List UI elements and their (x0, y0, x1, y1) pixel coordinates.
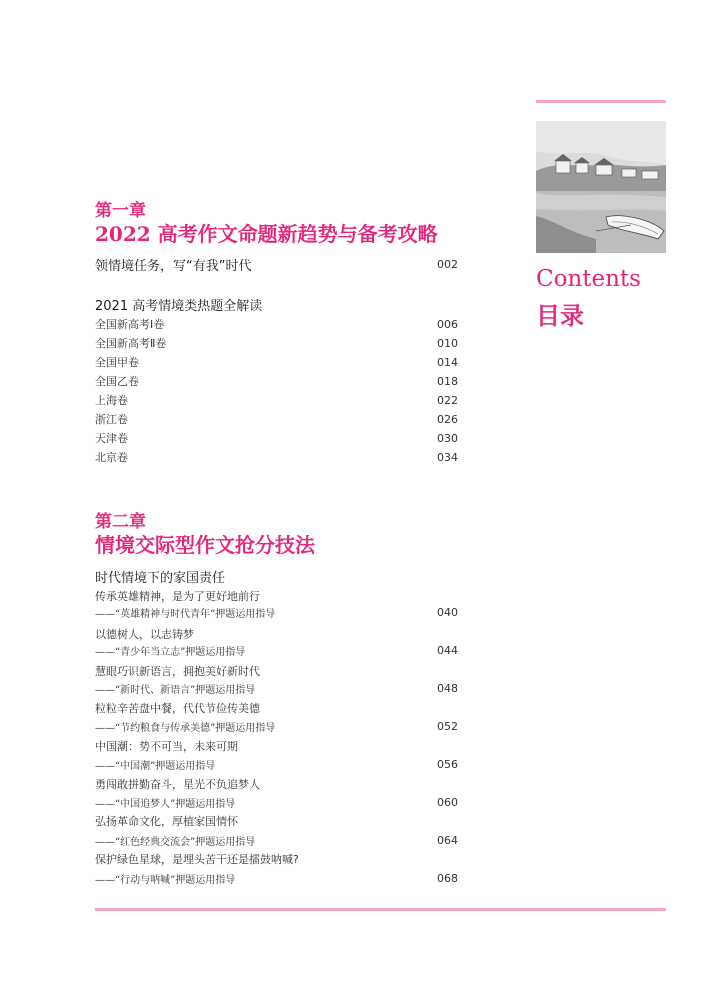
toc-entry-sub[interactable] (95, 603, 458, 621)
toc-entry-page: 022 (437, 393, 458, 407)
toc-entry-subtitle: ——“中国追梦人”押题运用指导 (95, 798, 236, 810)
toc-entry-page: 006 (437, 317, 458, 331)
toc-entry-page: 052 (437, 719, 458, 733)
toc-entry-title: 全国新高考Ⅰ卷 (95, 318, 165, 331)
toc-entry-subtitle: ——“新时代、新语言”押题运用指导 (95, 684, 256, 696)
toc-entry-subtitle: ——“节约粮食与传承美德”押题运用指导 (95, 722, 276, 734)
toc-entry[interactable] (95, 315, 458, 333)
toc-entry-title[interactable]: 中国潮：势不可当，未来可期 (95, 740, 238, 753)
toc-entry-page: 044 (437, 643, 458, 657)
contents-heading-en: Contents (536, 266, 641, 292)
chapter1-title: 2022 高考作文命题新趋势与备考攻略 (95, 222, 438, 246)
toc-entry[interactable] (95, 391, 458, 409)
toc-entry-title[interactable]: 勇闯敢拼勤奋斗，星光不负追梦人 (95, 778, 260, 791)
toc-entry-title: 浙江卷 (95, 413, 128, 426)
toc-entry-page: 056 (437, 757, 458, 771)
toc-entry-title[interactable]: 慧眼巧识新语言，拥抱美好新时代 (95, 665, 260, 678)
toc-entry-page: 018 (437, 374, 458, 388)
toc-entry-sub[interactable] (95, 679, 458, 697)
toc-entry-sub[interactable] (95, 793, 458, 811)
toc-entry-page: 002 (437, 257, 458, 271)
toc-entry-sub[interactable] (95, 831, 458, 849)
chapter2-label: 第二章 (95, 512, 146, 532)
top-divider (536, 100, 666, 103)
section-heading: 2021 高考情境类热题全解读 (95, 299, 263, 314)
contents-heading-zh: 目录 (536, 301, 584, 330)
toc-entry-page: 040 (437, 605, 458, 619)
toc-entry-page: 064 (437, 833, 458, 847)
toc-entry-title[interactable]: 传承英雄精神，是为了更好地前行 (95, 590, 260, 603)
chapter2-title: 情境交际型作文抢分技法 (95, 533, 315, 557)
toc-entry-title[interactable]: 弘扬革命文化，厚植家国情怀 (95, 815, 238, 828)
toc-entry-title: 北京卷 (95, 451, 128, 464)
lakeside-boat-illustration (536, 121, 666, 253)
toc-entry-sub[interactable] (95, 869, 458, 887)
toc-entry-title: 天津卷 (95, 432, 128, 445)
section-heading: 时代情境下的家国责任 (95, 571, 226, 586)
toc-entry[interactable] (95, 353, 458, 371)
toc-entry[interactable] (95, 410, 458, 428)
toc-entry-page: 030 (437, 431, 458, 445)
toc-entry-subtitle: ——“青少年当立志”押题运用指导 (95, 646, 246, 658)
toc-entry[interactable] (95, 448, 458, 466)
toc-entry-title[interactable]: 粒粒辛苦盘中餐，代代节俭传美德 (95, 702, 260, 715)
toc-entry-page: 068 (437, 871, 458, 885)
toc-entry-page: 034 (437, 450, 458, 464)
toc-entry-title: 全国乙卷 (95, 375, 139, 388)
toc-entry-sub[interactable] (95, 717, 458, 735)
toc-entry-title: 全国甲卷 (95, 356, 139, 369)
toc-entry-title[interactable]: 以德树人，以志铸梦 (95, 628, 194, 641)
chapter1-label: 第一章 (95, 201, 146, 221)
toc-entry-subtitle: ——“红色经典交流会”押题运用指导 (95, 836, 256, 848)
toc-entry-title: 上海卷 (95, 394, 128, 407)
toc-entry-sub[interactable] (95, 755, 458, 773)
bottom-divider (95, 908, 666, 911)
toc-entry-lead[interactable] (95, 255, 458, 273)
toc-entry-sub[interactable] (95, 641, 458, 659)
toc-entry-subtitle: ——“英雄精神与时代青年”押题运用指导 (95, 608, 276, 620)
toc-entry-page: 010 (437, 336, 458, 350)
toc-entry-page: 026 (437, 412, 458, 426)
toc-entry-page: 060 (437, 795, 458, 809)
toc-entry-page: 048 (437, 681, 458, 695)
toc-entry-subtitle: ——“行动与呐喊”押题运用指导 (95, 874, 236, 886)
toc-entry[interactable] (95, 334, 458, 352)
toc-entry[interactable] (95, 372, 458, 390)
toc-entry[interactable] (95, 429, 458, 447)
toc-entry-title: 领情境任务，写“有我”时代 (95, 258, 252, 274)
toc-entry-title[interactable]: 保护绿色星球，是埋头苦干还是擂鼓呐喊? (95, 853, 299, 866)
toc-entry-page: 014 (437, 355, 458, 369)
toc-entry-subtitle: ——“中国潮”押题运用指导 (95, 760, 216, 772)
toc-entry-title: 全国新高考Ⅱ卷 (95, 337, 167, 350)
